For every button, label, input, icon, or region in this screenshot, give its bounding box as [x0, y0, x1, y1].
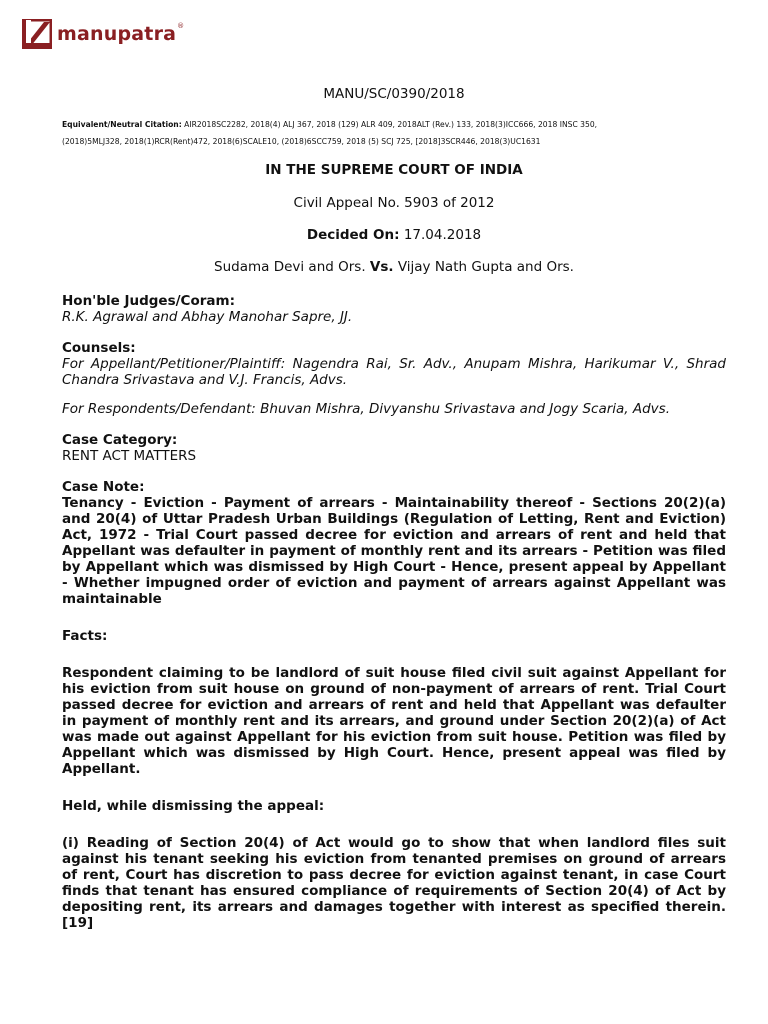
facts-heading: Facts:	[62, 628, 108, 644]
citation-id: MANU/SC/0390/2018	[323, 86, 465, 102]
manupatra-logo-icon	[22, 19, 52, 49]
decided-on-date: 17.04.2018	[399, 227, 482, 243]
judges-heading: Hon'ble Judges/Coram:	[62, 293, 235, 309]
logo-registered-mark: ®	[177, 22, 185, 30]
party-respondent: Vijay Nath Gupta and Ors.	[393, 259, 574, 275]
equivalent-citation-line-1: AIR2018SC2282, 2018(4) ALJ 367, 2018 (129) ALR 409, 2018ALT (Rev.) 133, 2018(3)ICC666, 2018 INSC 350,	[181, 120, 598, 129]
facts-text: Respondent claiming to be landlord of suit house filed civil suit against Appellant for his eviction from suit house on ground of non-payment of arrears of rent. Trial Court passed decree for eviction and arrears of rent and held that Appellant was defaulter in payment of monthly rent and its arrears, and ground under Section 20(2)(a) of Act was made out against Appellant for his eviction from suit house. Petition was filed by Appellant which was dismissed by High Court. Hence, present appeal was filed by Appellant.	[62, 665, 726, 777]
counsel-respondent: For Respondents/Defendant: Bhuvan Mishra, Divyanshu Srivastava and Jogy Scaria, Advs.	[62, 401, 670, 417]
held-point-1: (i) Reading of Section 20(4) of Act would go to show that when landlord files suit against his tenant seeking his eviction from tenanted premises on ground of arrears of rent, Court has discretion to pass decree for eviction against tenant, in case Court finds that tenant has ensured compliance of requirements of Section 20(4) of Act by depositing rent, its arrears and damages together with interest as specified therein. [19]	[62, 835, 726, 931]
decided-on-label: Decided On:	[306, 227, 400, 243]
held-heading: Held, while dismissing the appeal:	[62, 798, 325, 814]
equivalent-citation-line-2: (2018)5MLJ328, 2018(1)RCR(Rent)472, 2018(6)SCALE10, (2018)6SCC759, 2018 (5) SCJ 725, [2018]3SCR446, 2018(3)UC1631	[62, 137, 541, 146]
judgment-content	[62, 86, 726, 931]
counsel-appellant: For Appellant/Petitioner/Plaintiff: Nagendra Rai, Sr. Adv., Anupam Mishra, Harikumar V., Shrad Chandra Srivastava and V.J. Francis, Advs.	[62, 356, 726, 388]
case-category-heading: Case Category:	[62, 432, 178, 448]
case-category: RENT ACT MATTERS	[62, 448, 197, 464]
parties	[62, 259, 726, 275]
decided-on	[62, 227, 726, 243]
case-note-text: Tenancy - Eviction - Payment of arrears - Maintainability thereof - Sections 20(2)(a) and 20(4) of Uttar Pradesh Urban Buildings (Regulation of Letting, Rent and Eviction) Act, 1972 - Trial Court passed decree for eviction and arrears of rent and held that Appellant was defaulter in payment of monthly rent and its arrears - Petition was filed by Appellant which was dismissed by High Court - Hence, present appeal by Appellant - Whether impugned order of eviction and payment of arrears against Appellant was maintainable	[62, 495, 726, 607]
counsels-heading: Counsels:	[62, 340, 136, 356]
equivalent-citation-label: Equivalent/Neutral Citation:	[62, 120, 182, 129]
equivalent-citation	[62, 116, 726, 150]
judges-names: R.K. Agrawal and Abhay Manohar Sapre, JJ.	[62, 309, 353, 325]
manupatra-logo[interactable]	[22, 16, 184, 52]
versus: Vs.	[369, 259, 394, 275]
appeal-number: Civil Appeal No. 5903 of 2012	[293, 195, 495, 211]
case-note-heading: Case Note:	[62, 479, 145, 495]
court-name: IN THE SUPREME COURT OF INDIA	[265, 162, 523, 178]
party-appellant: Sudama Devi and Ors.	[214, 259, 370, 275]
logo-wordmark: manupatra	[57, 23, 177, 45]
